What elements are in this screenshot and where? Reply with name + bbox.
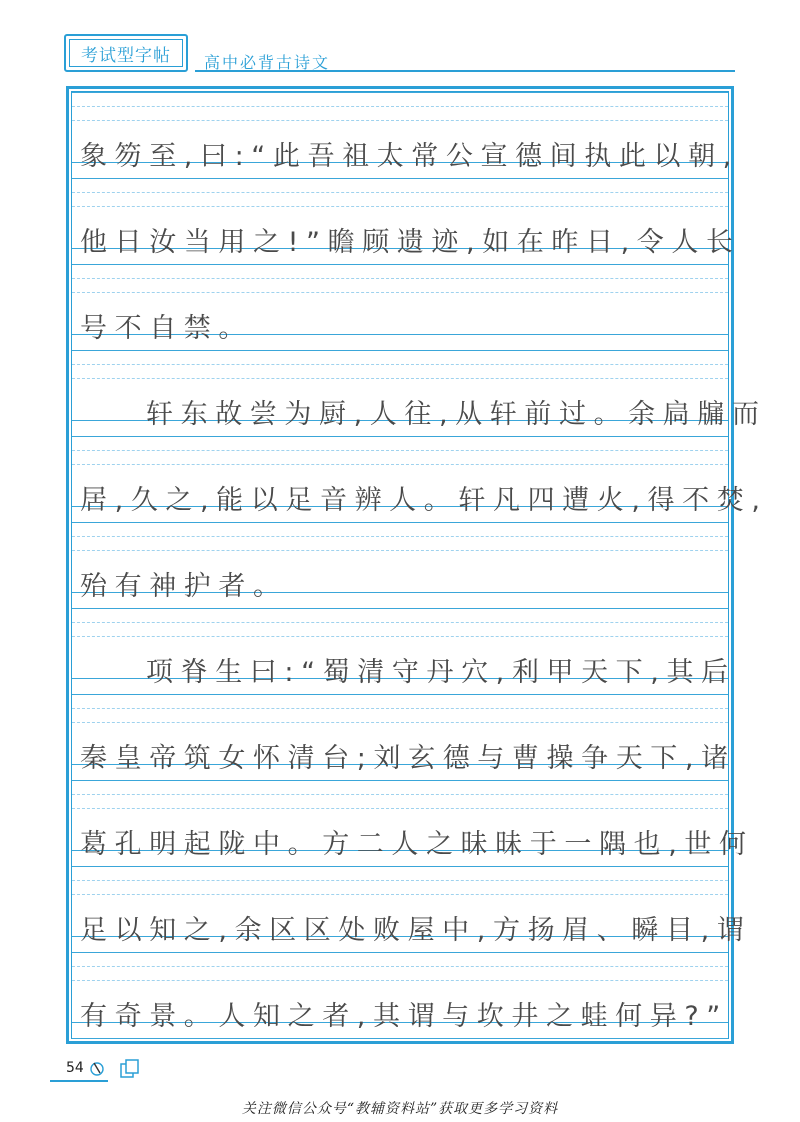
page-number-underline	[50, 1080, 108, 1082]
ruled-line	[72, 622, 728, 623]
ruled-line	[72, 980, 728, 981]
ruled-line	[72, 608, 728, 609]
footer-notice: 关注微信公众号“教辅资料站”获取更多学习资料	[241, 1101, 559, 1117]
header-divider	[195, 70, 735, 72]
ruled-line	[72, 106, 728, 107]
ruled-line	[72, 952, 728, 953]
ruled-line	[72, 278, 728, 279]
ruled-line	[72, 694, 728, 695]
text-line: 轩东故尝为厨,人往,从轩前过。余扃牖而	[146, 399, 767, 430]
ruled-line	[72, 880, 728, 881]
ruled-line	[72, 722, 728, 723]
ruled-line	[72, 808, 728, 809]
ruled-line	[72, 780, 728, 781]
ruled-line	[72, 866, 728, 867]
header-badge-label: 考试型字帖	[69, 39, 183, 67]
text-line: 象笏至,曰:“此吾祖太常公宣德间执此以朝,	[80, 141, 739, 172]
ruled-line	[72, 550, 728, 551]
text-line: 有奇景。人知之者,其谓与坎井之蛙何异?”	[80, 1001, 728, 1032]
ruled-line	[72, 92, 728, 93]
ruled-line	[72, 292, 728, 293]
ruled-line	[72, 264, 728, 265]
ruled-line	[72, 120, 728, 121]
ruled-line	[72, 636, 728, 637]
ruled-line	[72, 708, 728, 709]
text-line: 秦皇帝筑女怀清台;刘玄德与曹操争天下,诸	[80, 743, 736, 774]
text-line: 殆有神护者。	[80, 571, 288, 602]
header-badge	[64, 34, 188, 72]
pen-icon	[89, 1058, 105, 1078]
ruled-line	[72, 464, 728, 465]
ruled-line	[72, 378, 728, 379]
ruled-line	[72, 436, 728, 437]
ruled-line	[72, 192, 728, 193]
text-line: 项脊生曰:“蜀清守丹穴,利甲天下,其后	[146, 657, 736, 688]
ruled-line	[72, 794, 728, 795]
ruled-line	[72, 536, 728, 537]
ruled-line	[72, 206, 728, 207]
ruled-line	[72, 894, 728, 895]
text-line: 他日汝当用之!”瞻顾遗迹,如在昨日,令人长	[80, 227, 741, 258]
ruled-line	[72, 178, 728, 179]
ruled-line	[72, 966, 728, 967]
text-line: 葛孔明起陇中。方二人之昧昧于一隅也,世何	[80, 829, 754, 860]
page-number: 54	[66, 1060, 84, 1076]
ruled-line	[72, 450, 728, 451]
ruled-line	[72, 522, 728, 523]
book-icon	[118, 1058, 140, 1080]
ruled-line	[72, 364, 728, 365]
header-title: 高中必背古诗文	[204, 53, 331, 72]
text-line: 居,久之,能以足音辨人。轩凡四遭火,得不焚,	[80, 485, 768, 516]
ruled-line	[72, 350, 728, 351]
text-line: 号不自禁。	[80, 313, 253, 344]
ruled-line	[72, 1038, 728, 1039]
text-line: 足以知之,余区区处败屋中,方扬眉、瞬目,谓	[80, 915, 752, 946]
